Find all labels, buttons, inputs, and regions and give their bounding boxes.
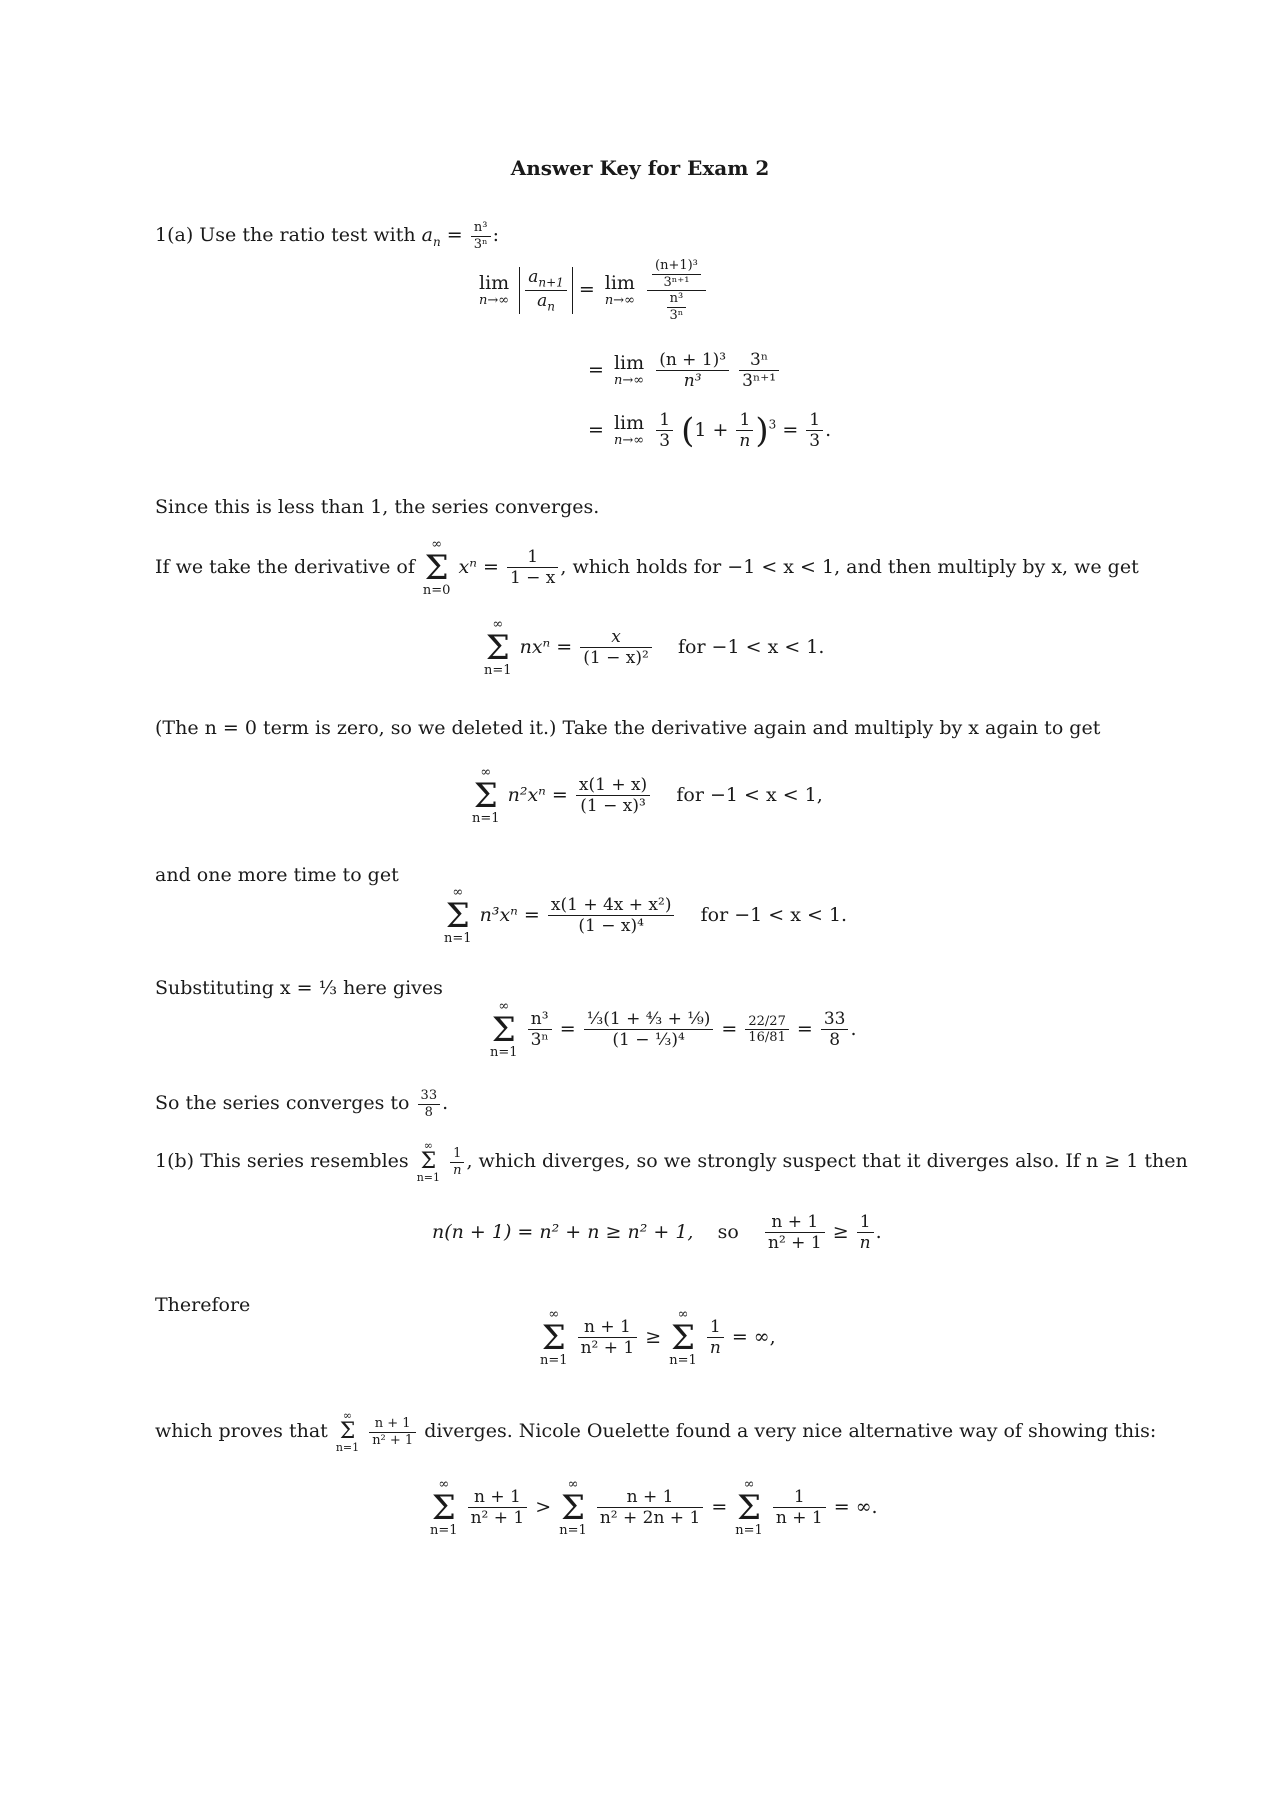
page-title: Answer Key for Exam 2 [510,156,770,180]
substituting: Substituting x = ⅓ here gives [155,977,443,999]
compound-fraction: $\frac{\frac{\text{(n+1)³}}{\text{3ⁿ⁺¹}}}{\frac{\text{n³}}{\text{3ⁿ}}}$ [647,258,706,323]
problem-1a-intro: 1(a) Use the ratio test with $a_n$ = $\frac{\text{n³}}{\text{3ⁿ}}$ : [155,220,500,252]
inequality-line: n(n + 1) = n² + n ≥ n² + 1, so $\frac{n + 1}{\text{n² + 1}}$ ≥ $\frac{1}{n}$ . [432,1212,882,1254]
ratio-line-2: = lim n→∞ $\frac{\text{(n + 1)³}}{\text{n³}}$ $\frac{\text{3ⁿ}}{\text{3ⁿ⁺¹}}$ [588,350,781,392]
converges-statement: Since this is less than 1, the series converges. [155,496,600,518]
converges-to: So the series converges to $\frac{33}{8}$ . [155,1088,449,1120]
substitution-result: ∞ Σ n=1 $\frac{\text{n³}}{\text{3ⁿ}}$ = $\frac{\text{⅓(1 + ⁴⁄₃ + ⅑)}}{\text{(1 − ⅓)⁴}}$ = $\frac{22/27}{16/81}$ = $\frac{33}{8}$ . [490,999,857,1060]
series-n3x-n: ∞ Σ n=1 n³xⁿ = $\frac{\text{x(1 + 4x + x²)}}{\text{(1 − x)⁴}}$ for −1 < x < 1. [444,885,848,946]
therefore: Therefore [155,1294,251,1316]
derivative-intro: If we take the derivative of ∞ Σ n=0 xⁿ = $\frac{1}{1 - x}$ , which holds for −1 < x < 1, and then multiply by x, we get [155,537,1139,598]
limit-operator: lim n→∞ [479,272,510,308]
ratio-line-1: lim n→∞ $\frac{a_{n+1}}{a_n}$ = lim n→∞ $\frac{\frac{\text{(n+1)³}}{\text{3ⁿ⁺¹}}}{\frac{\text{n³}}{\text{3ⁿ}}}$ [475,258,708,323]
n3-over-3n: $\frac{\text{n³}}{\text{3ⁿ}}$ [471,220,491,252]
series-nx-n: ∞ Σ n=1 nxⁿ = $\frac{x}{\text{(1 − x)²}}$ for −1 < x < 1. [484,617,825,678]
series-n2x-n: ∞ Σ n=1 n²xⁿ = $\frac{x(1 + x)}{\text{(1 − x)³}}$ for −1 < x < 1, [472,765,823,826]
sum-symbol: ∞ Σ n=0 [422,537,451,598]
problem-1b-intro: 1(b) This series resembles ∞ Σ n=1 $\frac{1}{n}$ , which diverges, so we strongly suspect that it diverges also. If n ≥ 1 then [155,1139,1188,1185]
proves-statement: which proves that ∞ Σ n=1 $\frac{n + 1}{\text{n² + 1}}$ diverges. Nicole Ouelette found a very nice alternative way of showing this: [155,1409,1157,1455]
abs-ratio: $\frac{a_{n+1}}{a_n}$ [519,267,573,314]
limit-operator: lim n→∞ [604,272,635,308]
a-n-symbol: $a_n$ [421,224,441,249]
ratio-line-3: = lim n→∞ $\frac{1}{3}$ (1 + $\frac{1}{n}$ )$^3$ = $\frac{1}{3}$ . [588,410,832,452]
alternative-proof: ∞ Σ n=1 $\frac{n + 1}{\text{n² + 1}}$ > ∞ Σ n=1 $\frac{n + 1}{\text{n² + 2n + 1}}$ = ∞ Σ n=1 $\frac{1}{n + 1}$ = ∞. [430,1477,878,1538]
deleted-note: (The n = 0 term is zero, so we deleted it.) Take the derivative again and multiply by x again to get [155,717,1101,739]
problem-1a-intro-text: 1(a) Use the ratio test with [155,224,416,247]
comparison-sum: ∞ Σ n=1 $\frac{n + 1}{\text{n² + 1}}$ ≥ ∞ Σ n=1 $\frac{1}{n}$ = ∞, [540,1307,776,1368]
one-more-time: and one more time to get [155,864,399,886]
